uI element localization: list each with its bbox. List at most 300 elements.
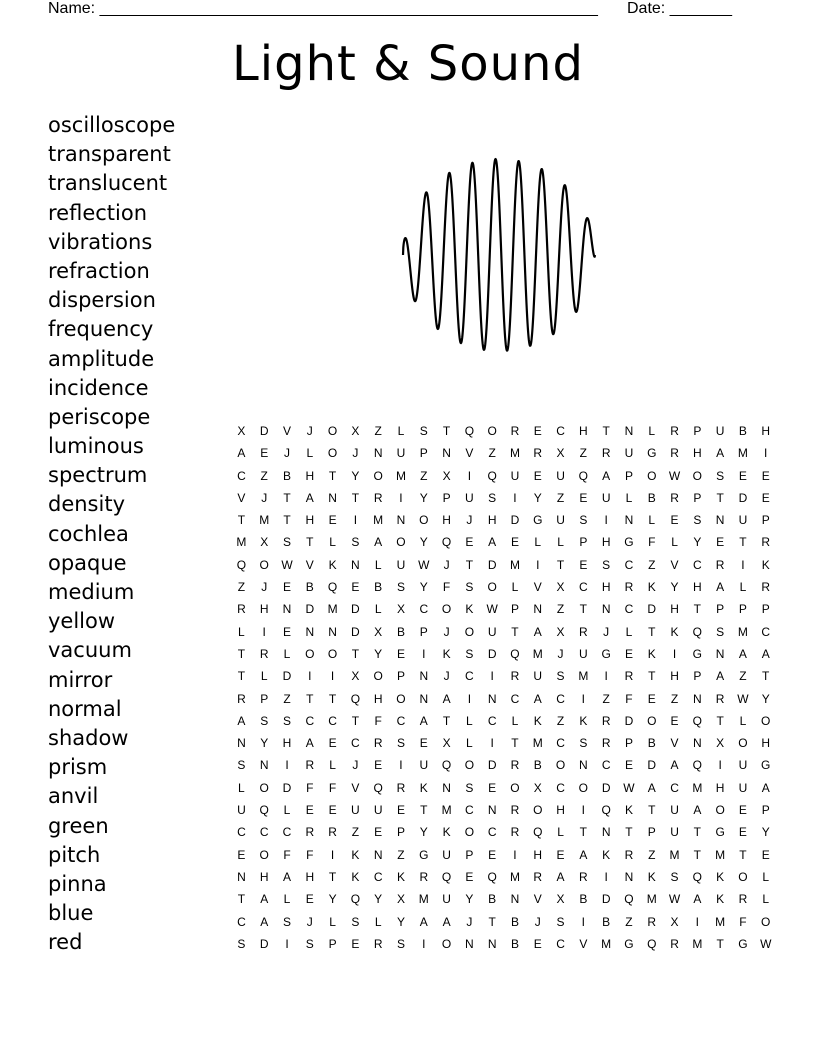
grid-letter: C [556,691,565,706]
grid-letter: F [648,535,656,550]
grid-letter: N [601,825,611,840]
word-list-item: green [48,813,109,838]
grid-letter: L [238,780,245,795]
grid-letter: A [716,580,725,595]
grid-row [230,664,777,686]
grid-letter: O [647,468,657,483]
grid-letter: C [373,869,383,884]
grid-letter: J [283,446,290,461]
grid-letter: K [716,892,725,907]
grid-letter: L [466,713,473,728]
grid-letter: E [533,936,542,951]
grid-letter: H [556,803,565,818]
grid-letter: T [306,535,314,550]
grid-letter: Q [533,825,543,840]
grid-letter: O [327,424,338,438]
grid-letter: N [624,513,634,528]
grid-letter: B [510,914,519,929]
grid-letter: Y [761,691,770,706]
grid-letter: L [374,914,382,929]
grid-letter: N [533,602,543,617]
grid-letter: X [716,736,725,751]
grid-letter: U [579,646,588,661]
grid-letter: A [761,646,770,661]
grid-letter: U [465,490,474,505]
grid-letter: S [237,758,246,773]
grid-letter: D [351,602,360,617]
grid-letter: I [741,557,745,572]
grid-letter: O [487,580,497,595]
grid-letter: A [305,736,314,751]
grid-letter: U [715,424,725,438]
grid-letter: K [396,869,405,884]
grid-letter: J [261,580,268,595]
grid-letter: J [443,557,450,572]
grid-letter: E [624,646,633,661]
grid-letter: S [579,513,588,528]
grid-letter: E [670,713,679,728]
grid-letter: Q [578,468,589,483]
grid-letter: Y [419,535,428,550]
grid-letter: A [693,803,702,818]
grid-letter: E [738,468,747,483]
grid-letter: N [693,736,702,751]
grid-letter: W [486,602,498,617]
grid-letter: M [509,557,520,572]
grid-letter: E [305,892,314,907]
grid-letter: O [533,803,543,818]
word-list-item: density [48,492,125,517]
grid-letter: X [670,914,679,929]
grid-letter: R [761,580,771,595]
word-list-item: prism [48,755,108,780]
grid-letter: N [624,424,634,438]
grid-letter: E [556,847,565,862]
grid-letter: I [536,557,540,572]
grid-letter: X [442,468,451,483]
grid-letter: O [578,780,589,795]
grid-letter: S [716,624,725,639]
grid-letter: A [442,691,451,706]
grid-letter: T [648,669,656,684]
grid-letter: R [624,580,634,595]
grid-row [230,887,777,909]
grid-letter: W [737,691,749,706]
grid-letter: K [328,557,337,572]
grid-letter: L [557,825,564,840]
word-list-item: pinna [48,871,107,896]
grid-letter: H [487,513,497,528]
grid-letter: A [237,446,246,461]
grid-letter: P [579,535,588,550]
grid-letter: Y [670,580,679,595]
date-field-label[interactable]: Date: _______ [627,0,732,17]
grid-letter: I [467,691,472,706]
grid-letter: E [716,535,725,550]
grid-letter: X [260,535,269,550]
grid-letter: F [306,780,314,795]
grid-letter: E [579,557,588,572]
grid-letter: P [716,602,725,617]
grid-letter: M [715,847,726,862]
grid-letter: H [373,691,383,706]
grid-letter: I [262,624,266,639]
grid-letter: D [351,624,360,639]
grid-letter: S [351,535,360,550]
grid-letter: J [466,914,473,929]
grid-letter: O [464,624,475,639]
grid-letter: B [488,892,497,907]
grid-letter: E [647,691,656,706]
grid-letter: N [419,669,429,684]
grid-letter: Z [602,691,610,706]
grid-letter: S [282,713,291,728]
grid-letter: S [602,557,611,572]
grid-letter: J [352,758,359,773]
grid-letter: H [601,535,611,550]
grid-letter: R [533,869,543,884]
grid-letter: R [533,446,543,461]
grid-letter: K [351,869,360,884]
grid-letter: E [237,847,246,862]
grid-letter: K [670,624,679,639]
word-list-item: transparent [48,142,171,167]
grid-letter: L [648,513,656,528]
grid-letter: F [374,713,382,728]
grid-letter: N [237,869,246,884]
grid-letter: C [487,825,497,840]
grid-letter: E [761,468,770,483]
name-field-label[interactable]: Name: ________________________________________________________ [48,0,598,17]
grid-letter: L [397,424,405,438]
grid-letter: Q [259,803,269,818]
grid-letter: T [488,914,496,929]
grid-letter: M [737,624,748,639]
grid-letter: I [513,490,517,505]
grid-letter: R [715,557,725,572]
grid-letter: C [465,803,474,818]
word-list-item: reflection [48,200,148,225]
grid-letter: R [601,736,611,751]
grid-letter: I [399,490,403,505]
grid-letter: B [647,736,656,751]
grid-letter: P [442,490,451,505]
grid-letter: B [579,892,588,907]
grid-letter: T [693,847,701,862]
grid-letter: B [510,936,519,951]
grid-letter: R [579,624,588,639]
word-list-item: periscope [48,404,151,429]
grid-letter: K [761,557,770,572]
grid-letter: R [670,490,679,505]
grid-letter: I [422,936,426,951]
grid-letter: D [510,513,520,528]
grid-letter: R [601,446,611,461]
grid-letter: N [282,602,292,617]
grid-letter: E [282,624,291,639]
grid-letter: K [647,869,656,884]
grid-letter: Q [692,713,702,728]
grid-letter: O [327,646,338,661]
grid-letter: G [692,646,702,661]
grid-letter: U [237,803,246,818]
grid-letter: Z [739,669,747,684]
grid-letter: G [738,936,748,951]
grid-letter: Z [556,602,565,617]
grid-letter: Y [396,914,405,929]
grid-letter: B [305,580,314,595]
grid-letter: X [237,424,246,438]
grid-letter: C [624,602,634,617]
grid-letter: C [237,825,246,840]
grid-letter: M [692,780,703,795]
grid-letter: B [647,490,656,505]
grid-letter: A [647,780,656,795]
grid-letter: M [327,602,338,617]
grid-letter: R [510,424,520,438]
grid-letter: E [328,803,337,818]
grid-letter: E [465,535,474,550]
grid-letter: I [330,669,335,684]
grid-letter: T [648,624,656,639]
grid-letter: Z [420,468,428,483]
grid-letter: E [738,803,747,818]
grid-letter: H [305,869,315,884]
word-search-grid [230,419,777,954]
grid-letter: N [396,513,406,528]
grid-row [230,642,777,664]
grid-letter: L [238,624,245,639]
grid-letter: X [442,736,451,751]
grid-letter: H [305,513,315,528]
grid-letter: L [534,535,542,550]
grid-letter: Y [761,825,770,840]
grid-letter: R [373,936,383,951]
grid-letter: O [259,847,269,862]
grid-letter: A [488,535,497,550]
grid-letter: R [237,691,246,706]
grid-letter: C [556,736,565,751]
grid-letter: X [374,624,383,639]
grid-letter: P [761,602,770,617]
grid-letter: O [464,758,475,773]
grid-letter: A [260,892,269,907]
grid-letter: A [533,691,542,706]
word-list-item: frequency [48,317,154,342]
grid-letter: P [510,602,519,617]
grid-letter: C [556,780,565,795]
word-list-item: dispersion [48,288,156,313]
grid-letter: O [487,424,497,438]
grid-letter: E [761,490,770,505]
grid-letter: N [465,936,474,951]
grid-letter: R [259,646,269,661]
grid-letter: Q [441,758,452,773]
grid-letter: R [761,535,771,550]
grid-row [230,508,777,530]
grid-letter: H [715,780,725,795]
grid-letter: Q [441,535,452,550]
grid-letter: A [716,669,725,684]
grid-letter: Q [350,892,361,907]
grid-letter: J [443,624,450,639]
grid-letter: V [465,446,474,461]
grid-letter: S [556,914,565,929]
grid-letter: R [305,825,315,840]
grid-letter: A [419,713,428,728]
grid-letter: E [488,780,497,795]
grid-letter: J [557,646,564,661]
grid-letter: Q [350,691,361,706]
grid-letter: K [624,803,633,818]
grid-letter: Q [601,803,611,818]
grid-letter: P [693,424,702,438]
grid-letter: E [488,847,497,862]
grid-letter: H [601,580,611,595]
page-title: Light & Sound [232,36,584,92]
grid-letter: N [328,490,337,505]
grid-letter: Y [693,535,702,550]
grid-letter: W [760,936,772,951]
grid-letter: O [441,602,452,617]
grid-letter: L [625,624,633,639]
grid-letter: F [283,847,291,862]
grid-row [230,687,777,709]
grid-letter: B [533,758,542,773]
grid-letter: O [396,535,406,550]
grid-row [230,932,777,954]
grid-letter: Y [419,825,428,840]
grid-letter: N [693,691,702,706]
grid-letter: Y [374,892,383,907]
grid-letter: J [352,446,359,461]
grid-letter: T [237,892,246,907]
grid-letter: U [533,669,543,684]
grid-letter: T [351,713,360,728]
grid-letter: X [556,580,565,595]
grid-letter: U [419,758,429,773]
grid-letter: Y [419,580,428,595]
grid-letter: G [601,646,611,661]
grid-letter: O [419,513,429,528]
grid-letter: J [603,624,610,639]
grid-letter: F [625,691,633,706]
grid-letter: L [283,646,291,661]
grid-letter: F [739,914,747,929]
grid-letter: Z [397,847,405,862]
grid-letter: V [670,557,679,572]
word-list-item: mirror [48,667,113,692]
grid-letter: K [716,869,725,884]
grid-row [230,910,777,932]
grid-letter: H [761,736,771,751]
grid-letter: F [328,780,337,795]
grid-row [230,798,777,820]
grid-letter: C [259,825,269,840]
grid-letter: I [490,736,494,751]
grid-letter: Q [236,557,247,572]
grid-letter: I [581,803,586,818]
grid-letter: A [282,869,291,884]
grid-letter: P [647,825,656,840]
grid-letter: H [693,580,702,595]
grid-letter: S [465,780,474,795]
grid-letter: M [715,914,726,929]
grid-letter: I [604,669,608,684]
grid-letter: T [762,669,770,684]
grid-letter: L [283,892,291,907]
grid-letter: Y [328,892,337,907]
grid-row [230,575,777,597]
grid-letter: L [329,758,336,773]
grid-letter: L [648,424,656,438]
grid-letter: U [396,446,406,461]
grid-letter: T [328,869,337,884]
grid-letter: M [236,535,247,550]
grid-letter: T [465,557,474,572]
grid-letter: S [237,936,246,951]
grid-letter: U [396,557,406,572]
grid-letter: A [693,892,702,907]
grid-letter: A [533,624,542,639]
word-list-item: shadow [48,725,129,750]
grid-letter: C [556,424,565,438]
grid-letter: I [581,914,586,929]
grid-letter: W [418,557,430,572]
grid-letter: T [579,602,588,617]
grid-letter: U [373,803,383,818]
grid-letter: L [625,490,633,505]
grid-letter: I [672,646,677,661]
grid-letter: U [442,847,451,862]
grid-letter: D [738,490,748,505]
grid-letter: Y [419,490,428,505]
grid-letter: C [282,825,292,840]
grid-letter: E [328,736,337,751]
grid-letter: I [764,446,768,461]
grid-letter: P [693,669,702,684]
grid-letter: Q [487,468,497,483]
grid-letter: I [285,936,289,951]
grid-letter: L [762,869,770,884]
grid-letter: I [604,513,608,528]
grid-row [230,709,777,731]
grid-letter: I [353,513,358,528]
grid-letter: E [374,825,383,840]
grid-letter: R [237,602,246,617]
grid-letter: B [396,624,405,639]
grid-letter: T [716,936,724,951]
grid-letter: M [646,892,657,907]
grid-letter: S [465,580,474,595]
grid-letter: S [396,936,405,951]
grid-letter: T [328,468,337,483]
grid-letter: T [351,646,360,661]
grid-letter: J [534,914,541,929]
grid-letter: N [510,892,520,907]
grid-letter: C [351,736,360,751]
grid-letter: N [442,780,451,795]
grid-letter: N [487,803,497,818]
grid-letter: X [351,424,360,438]
grid-letter: T [602,424,610,438]
grid-letter: E [738,825,747,840]
grid-letter: Q [373,780,383,795]
grid-letter: P [624,736,633,751]
grid-letter: Y [533,490,542,505]
grid-letter: E [761,847,770,862]
grid-letter: A [602,468,611,483]
